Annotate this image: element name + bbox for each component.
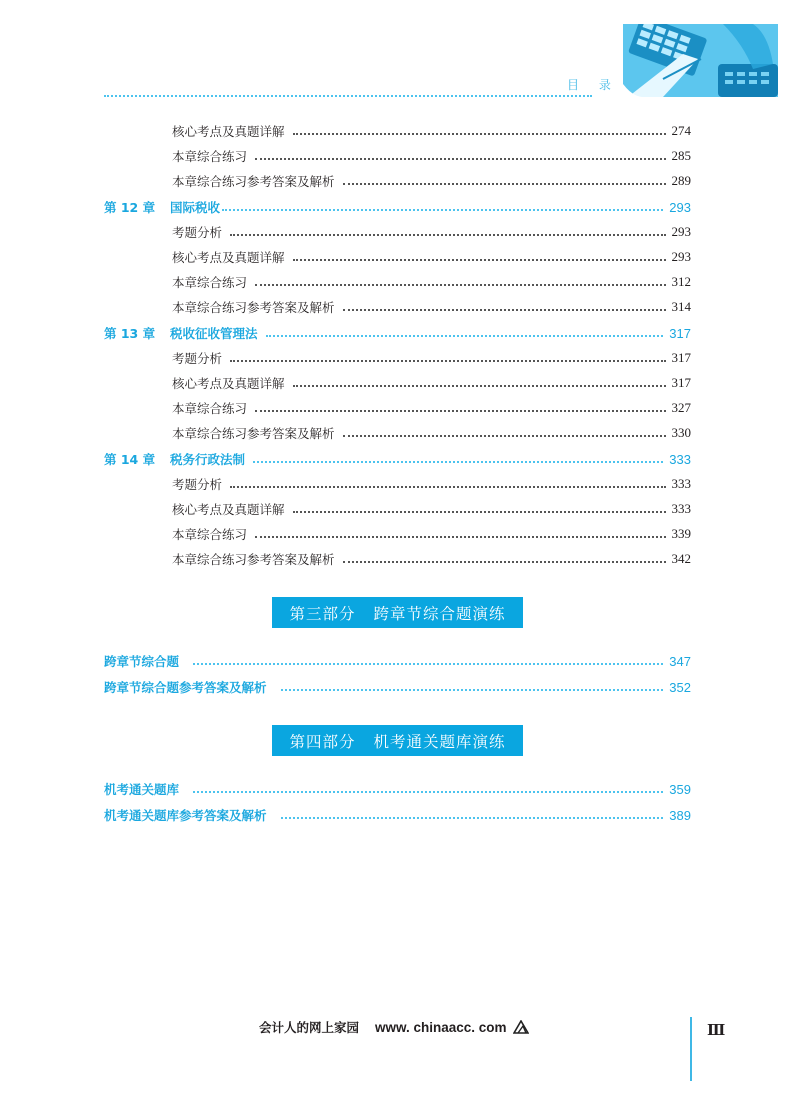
- page-number: 312: [671, 274, 691, 289]
- leader-dots: [293, 133, 666, 135]
- page-number: 274: [671, 123, 691, 138]
- header-photo: [623, 24, 778, 97]
- leader-dots: [343, 309, 666, 311]
- header-dotted-divider: [104, 95, 592, 97]
- part-header-4: 第四部分 机考通关题库演练: [272, 725, 523, 756]
- page-number: 285: [671, 148, 691, 163]
- page-number: 317: [671, 350, 691, 365]
- page-number: 293: [671, 249, 691, 264]
- leader-dots: [343, 561, 666, 563]
- leader-dots: [343, 183, 666, 185]
- toc-item[interactable]: 本章综合练习参考答案及解析 314: [172, 299, 691, 315]
- leader-dots: [266, 335, 664, 337]
- toc-item[interactable]: 核心考点及真题详解 274: [172, 123, 691, 139]
- toc-chapter-13[interactable]: [104, 323, 691, 343]
- toc-item[interactable]: 本章综合练习参考答案及解析 330: [172, 425, 691, 441]
- leader-dots: [255, 284, 665, 286]
- leader-dots: [281, 689, 664, 691]
- leader-dots: [281, 817, 664, 819]
- chapter-title: 国际税收: [170, 200, 221, 215]
- toc-chapter-14[interactable]: [104, 449, 691, 469]
- page-number: 314: [671, 299, 691, 314]
- footer: [259, 1018, 529, 1036]
- toc-item[interactable]: 本章综合练习 312: [172, 274, 691, 290]
- toc-chapter-12[interactable]: [104, 197, 691, 217]
- leader-dots: [230, 234, 665, 236]
- page-number: 352: [669, 679, 691, 695]
- leader-dots: [293, 385, 666, 387]
- toc-part-item[interactable]: 机考通关题库 359: [104, 781, 691, 797]
- leader-dots: [255, 536, 665, 538]
- page-number: 330: [671, 425, 691, 440]
- leader-dots: [255, 410, 665, 412]
- chapter-number: 第 12 章: [104, 200, 156, 215]
- calculator-photo-icon: [623, 24, 778, 97]
- leader-dots: [230, 360, 665, 362]
- page-number: 333: [671, 476, 691, 491]
- chapter-number: 第 14 章: [104, 452, 156, 467]
- page-number: 347: [669, 653, 691, 669]
- page-number-roman: Ⅲ: [707, 1023, 725, 1039]
- toc-item[interactable]: 核心考点及真题详解 317: [172, 375, 691, 391]
- toc-part-item[interactable]: 跨章节综合题参考答案及解析 352: [104, 679, 691, 695]
- chapter-number: 第 13 章: [104, 326, 156, 341]
- toc-item[interactable]: 考题分析 317: [172, 350, 691, 366]
- leader-dots: [255, 158, 665, 160]
- toc-item[interactable]: 本章综合练习参考答案及解析 342: [172, 551, 691, 567]
- page-number: 317: [669, 325, 691, 341]
- page-number: 293: [669, 199, 691, 215]
- chapter-title: 税收征收管理法: [170, 326, 258, 341]
- leader-dots: [293, 259, 666, 261]
- leader-dots: [293, 511, 666, 513]
- part-header-3: 第三部分 跨章节综合题演练: [272, 597, 523, 628]
- toc-item[interactable]: 本章综合练习 285: [172, 148, 691, 164]
- leader-dots: [193, 663, 663, 665]
- page-number: 359: [669, 781, 691, 797]
- footer-slogan: 会计人的网上家园: [259, 1020, 360, 1035]
- page-number: 327: [671, 400, 691, 415]
- toc-item[interactable]: 本章综合练习 327: [172, 400, 691, 416]
- leader-dots: [193, 791, 663, 793]
- chapter-title: 税务行政法制: [170, 452, 246, 467]
- page-number: 317: [671, 375, 691, 390]
- toc-item[interactable]: 本章综合练习参考答案及解析 289: [172, 173, 691, 189]
- footer-site-link[interactable]: www. chinaacc. com: [375, 1019, 507, 1035]
- page-title: 目 录: [567, 78, 619, 92]
- page-number: 293: [671, 224, 691, 239]
- toc-item[interactable]: 考题分析 333: [172, 476, 691, 492]
- page-number: 389: [669, 807, 691, 823]
- leader-dots: [230, 486, 665, 488]
- chinaacc-logo-icon: [513, 1020, 529, 1034]
- toc-part-item[interactable]: 机考通关题库参考答案及解析 389: [104, 807, 691, 823]
- leader-dots: [253, 461, 663, 463]
- page-number: 339: [671, 526, 691, 541]
- toc-item[interactable]: 核心考点及真题详解 333: [172, 501, 691, 517]
- page-number: 289: [671, 173, 691, 188]
- toc-part-item[interactable]: 跨章节综合题 347: [104, 653, 691, 669]
- page-number: 333: [669, 451, 691, 467]
- toc-item[interactable]: 考题分析 293: [172, 224, 691, 240]
- page-number: 333: [671, 501, 691, 516]
- toc-item[interactable]: 核心考点及真题详解 293: [172, 249, 691, 265]
- toc-item[interactable]: 本章综合练习 339: [172, 526, 691, 542]
- leader-dots: [343, 435, 666, 437]
- page-number: 342: [671, 551, 691, 566]
- footer-vertical-rule: [690, 1017, 692, 1081]
- leader-dots: [222, 209, 663, 211]
